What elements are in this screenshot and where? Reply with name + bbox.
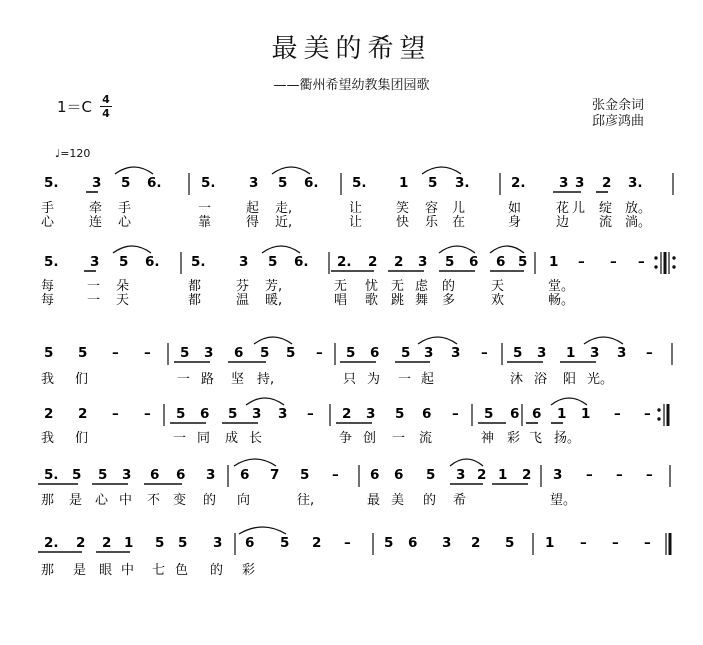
lyric-syllable: 无	[334, 279, 348, 294]
dash-note: –	[112, 406, 119, 422]
note-digit: 2	[312, 535, 322, 551]
note-digit: 5	[445, 254, 455, 270]
note-digit: 1	[399, 175, 409, 191]
note-digit: 5	[395, 406, 405, 422]
tie-slur	[234, 459, 276, 466]
note-digit: 1	[549, 254, 559, 270]
tie-slur	[551, 398, 587, 405]
lyric-syllable: 流	[599, 215, 613, 230]
lyric-syllable: 绽	[599, 201, 613, 216]
lyric-syllable: 得	[246, 215, 260, 230]
note-digit: 5	[300, 467, 310, 483]
note-digit: 3	[424, 345, 434, 361]
note-digit: 2	[602, 175, 612, 191]
note-digit: 6	[176, 467, 186, 483]
lyric-syllable: 让	[349, 215, 363, 230]
lyric-syllable: 我	[41, 372, 55, 387]
note-digit: 5	[346, 345, 356, 361]
note-digit: 5	[505, 535, 515, 551]
lyric-syllable: 那	[41, 493, 55, 508]
note-digit: 5	[78, 345, 88, 361]
note-digit: 1	[566, 345, 576, 361]
note-digit: 6	[200, 406, 210, 422]
lyric-syllable: 彩	[507, 431, 521, 446]
lyric-syllable: 变	[173, 493, 187, 508]
lyric-syllable: 一	[87, 279, 101, 294]
note-digit: 3	[553, 467, 563, 483]
note-digit: 3	[451, 345, 461, 361]
lyric-syllable: 不	[147, 493, 161, 508]
note-digit: 3	[456, 467, 466, 483]
note-digit: 5	[180, 345, 190, 361]
lyric-syllable: 是	[73, 563, 87, 578]
note-digit: 5.	[44, 254, 59, 270]
tie-slur	[584, 337, 623, 344]
note-digit: 5	[426, 467, 436, 483]
dash-note: –	[578, 254, 585, 270]
note-digit: 6	[370, 345, 380, 361]
lyric-syllable: 畅。	[548, 293, 575, 308]
dash-note: –	[614, 406, 621, 422]
note-digit: 2	[102, 535, 112, 551]
tie-slur	[262, 246, 300, 253]
note-digit: 2	[368, 254, 378, 270]
dash-note: –	[332, 467, 339, 483]
lyric-syllable: 中	[121, 563, 135, 578]
note-digit: 5	[286, 345, 296, 361]
note-digit: 3	[575, 175, 585, 191]
dash-note: –	[644, 406, 651, 422]
tie-slur	[239, 527, 286, 534]
lyric-syllable: 天	[491, 279, 505, 294]
lyric-syllable: 一	[173, 431, 187, 446]
note-digit: 1	[498, 467, 508, 483]
note-digit: 3	[559, 175, 569, 191]
note-digit: 5	[401, 345, 411, 361]
dash-note: –	[638, 254, 645, 270]
note-digit: 6	[469, 254, 479, 270]
note-digit: 2	[342, 406, 352, 422]
lyric-syllable: 们	[75, 431, 89, 446]
repeat-dot	[654, 256, 657, 259]
lyric-syllable: 色	[175, 563, 189, 578]
lyric-syllable: 沐	[510, 372, 524, 387]
note-digit: 5	[119, 254, 129, 270]
lyric-syllable: 朵	[116, 279, 130, 294]
lyric-syllable: 虑	[415, 279, 429, 294]
note-digit: 6.	[145, 254, 160, 270]
time-signature-top: 4	[102, 93, 110, 106]
lyric-syllable: 边	[556, 215, 570, 230]
tie-slur	[422, 167, 461, 174]
lyric-syllable: 一	[87, 293, 101, 308]
lyric-syllable: 的	[423, 493, 437, 508]
tie-slur	[418, 337, 457, 344]
lyric-syllable: 暖,	[265, 293, 283, 308]
repeat-dot	[657, 408, 660, 411]
note-digit: 6	[532, 406, 542, 422]
note-digit: 1	[124, 535, 134, 551]
lyric-syllable: 中	[119, 493, 133, 508]
lyric-syllable: 持,	[257, 372, 275, 387]
note-digit: 6	[496, 254, 506, 270]
song-title: 最美的希望	[271, 34, 432, 64]
lyric-syllable: 唱	[334, 293, 348, 308]
lyric-syllable: 一	[198, 201, 212, 216]
lyric-syllable: 手	[118, 201, 132, 216]
lyric-syllable: 路	[201, 372, 215, 387]
note-digit: 6.	[304, 175, 319, 191]
dash-note: –	[586, 467, 593, 483]
lyric-syllable: 美	[391, 493, 405, 508]
lyric-syllable: 望。	[550, 493, 577, 508]
note-digit: 6.	[294, 254, 309, 270]
note-digit: 2	[76, 535, 86, 551]
lyric-syllable: 让	[349, 201, 363, 216]
note-digit: 5	[518, 254, 528, 270]
note-digit: 3	[617, 345, 627, 361]
tie-slur	[439, 246, 475, 253]
note-digit: 5	[178, 535, 188, 551]
note-digit: 2	[477, 467, 487, 483]
lyric-syllable: 扬。	[554, 431, 581, 446]
note-digit: 5.	[44, 467, 59, 483]
lyric-syllable: 笑	[396, 201, 410, 216]
lyric-syllable: 都	[188, 293, 202, 308]
note-digit: 5.	[201, 175, 216, 191]
lyric-syllable: 牵	[89, 201, 103, 216]
note-digit: 3	[252, 406, 262, 422]
lyric-syllable: 创	[363, 431, 377, 446]
note-digit: 5	[484, 406, 494, 422]
lyric-syllable: 争	[339, 431, 353, 446]
note-digit: 5	[72, 467, 82, 483]
lyric-syllable: 那	[41, 563, 55, 578]
dash-note: –	[316, 345, 323, 361]
lyric-syllable: 近,	[275, 215, 293, 230]
lyric-syllable: 心	[95, 493, 109, 508]
lyric-syllable: 神	[481, 431, 495, 446]
lyric-syllable: 淌。	[625, 215, 652, 230]
lyric-syllable: 希	[453, 493, 467, 508]
lyric-syllable: 心	[41, 215, 55, 230]
lyric-syllable: 靠	[198, 215, 212, 230]
dash-note: –	[112, 345, 119, 361]
note-digit: 6	[150, 467, 160, 483]
note-digit: 5	[384, 535, 394, 551]
tie-slur	[490, 246, 524, 253]
note-digit: 5	[513, 345, 523, 361]
note-digit: 3	[90, 254, 100, 270]
lyric-syllable: 坚	[231, 372, 245, 387]
note-digit: 6.	[147, 175, 162, 191]
key-signature: 1＝C	[57, 98, 93, 116]
dash-note: –	[616, 467, 623, 483]
note-digit: 5.	[352, 175, 367, 191]
lyric-syllable: 在	[452, 215, 466, 230]
dash-note: –	[610, 254, 617, 270]
note-digit: 6	[234, 345, 244, 361]
lyric-syllable: 放。	[625, 201, 652, 216]
lyric-syllable: 忧	[365, 279, 379, 294]
dash-note: –	[144, 406, 151, 422]
lyric-syllable: 为	[367, 372, 381, 387]
lyric-syllable: 的	[442, 279, 456, 294]
note-digit: 6	[370, 467, 380, 483]
lyric-syllable: 快	[396, 215, 410, 230]
lyric-syllable: 们	[75, 372, 89, 387]
dash-note: –	[144, 345, 151, 361]
dash-note: –	[646, 345, 653, 361]
dash-note: –	[580, 535, 587, 551]
lyric-syllable: 无	[391, 279, 405, 294]
tie-slur	[450, 459, 483, 466]
lyric-syllable: 舞	[415, 293, 429, 308]
lyric-syllable: 如	[508, 201, 522, 216]
note-digit: 2.	[44, 535, 59, 551]
tie-slur	[254, 337, 292, 344]
dash-note: –	[344, 535, 351, 551]
dash-note: –	[452, 406, 459, 422]
lyric-syllable: 歌	[365, 293, 379, 308]
note-digit: 2	[44, 406, 54, 422]
tie-slur	[113, 246, 151, 253]
note-digit: 5	[278, 175, 288, 191]
lyric-syllable: 温	[236, 293, 250, 308]
dash-note: –	[307, 406, 314, 422]
lyric-syllable: 乐	[425, 215, 439, 230]
tie-slur	[272, 167, 310, 174]
note-digit: 6	[422, 406, 432, 422]
note-digit: 1	[545, 535, 555, 551]
lyric-syllable: 起	[246, 201, 260, 216]
note-digit: 2.	[337, 254, 352, 270]
note-digit: 2.	[511, 175, 526, 191]
lyric-syllable: 阳	[563, 372, 577, 387]
note-digit: 5	[260, 345, 270, 361]
lyric-syllable: 每	[41, 293, 55, 308]
dash-note: –	[612, 535, 619, 551]
lyricist-credit: 张金余词	[592, 98, 645, 113]
note-digit: 3	[278, 406, 288, 422]
note-digit: 3	[442, 535, 452, 551]
note-digit: 5	[268, 254, 278, 270]
lyric-syllable: 光。	[587, 372, 614, 387]
note-digit: 6	[394, 467, 404, 483]
note-digit: 3	[213, 535, 223, 551]
song-subtitle: ——衢州希望幼教集团园歌	[273, 78, 430, 93]
lyric-syllable: 堂。	[548, 279, 575, 294]
note-digit: 3	[590, 345, 600, 361]
lyric-syllable: 往,	[297, 493, 315, 508]
lyric-syllable: 我	[41, 431, 55, 446]
note-digit: 5.	[191, 254, 206, 270]
lyric-syllable: 身	[508, 215, 522, 230]
lyric-syllable: 走,	[275, 201, 293, 216]
lyric-syllable: 手	[41, 201, 55, 216]
note-digit: 1	[581, 406, 591, 422]
note-digit: 2	[78, 406, 88, 422]
lyric-syllable: 一	[398, 372, 412, 387]
lyric-syllable: 眼	[99, 563, 113, 578]
lyric-syllable: 一	[177, 372, 191, 387]
lyric-syllable: 容	[425, 201, 439, 216]
note-digit: 3.	[628, 175, 643, 191]
repeat-dot	[672, 265, 675, 268]
lyric-syllable: 欢	[491, 293, 505, 308]
note-digit: 2	[471, 535, 481, 551]
note-digit: 3	[122, 467, 132, 483]
repeat-dot	[672, 256, 675, 259]
note-digit: 7	[270, 467, 280, 483]
lyric-syllable: 芳,	[265, 279, 283, 294]
lyric-syllable: 最	[367, 493, 381, 508]
lyric-syllable: 起	[421, 372, 435, 387]
lyric-syllable: 每	[41, 279, 55, 294]
lyric-syllable: 一	[392, 431, 406, 446]
note-digit: 5	[280, 535, 290, 551]
dash-note: –	[481, 345, 488, 361]
lyric-syllable: 连	[89, 215, 103, 230]
note-digit: 6	[245, 535, 255, 551]
note-digit: 3.	[455, 175, 470, 191]
lyric-syllable: 彩	[242, 563, 256, 578]
lyric-syllable: 儿	[452, 201, 466, 216]
lyric-syllable: 浴	[534, 372, 548, 387]
time-signature-bottom: 4	[102, 107, 110, 120]
note-digit: 6	[240, 467, 250, 483]
lyric-syllable: 芬	[236, 279, 250, 294]
note-digit: 3	[249, 175, 259, 191]
repeat-dot	[654, 265, 657, 268]
note-digit: 3	[92, 175, 102, 191]
lyric-syllable: 的	[210, 563, 224, 578]
note-digit: 5	[121, 175, 131, 191]
lyric-syllable: 长	[249, 431, 263, 446]
note-digit: 2	[394, 254, 404, 270]
note-digit: 3	[204, 345, 214, 361]
lyric-syllable: 天	[116, 293, 130, 308]
dash-note: –	[644, 535, 651, 551]
note-digit: 5	[228, 406, 238, 422]
lyric-syllable: 同	[197, 431, 211, 446]
lyric-syllable: 成	[225, 431, 239, 446]
lyric-syllable: 七	[152, 563, 166, 578]
lyric-syllable: 心	[118, 215, 132, 230]
lyric-syllable: 向	[237, 493, 251, 508]
note-digit: 6	[510, 406, 520, 422]
note-digit: 3	[206, 467, 216, 483]
note-digit: 2	[522, 467, 532, 483]
note-digit: 3	[418, 254, 428, 270]
tempo-value: =120	[60, 147, 91, 160]
note-digit: 5.	[44, 175, 59, 191]
lyric-syllable: 飞	[529, 431, 543, 446]
note-digit: 5	[428, 175, 438, 191]
repeat-dot	[657, 417, 660, 420]
lyric-syllable: 只	[343, 372, 357, 387]
dash-note: –	[646, 467, 653, 483]
note-digit: 5	[44, 345, 54, 361]
note-digit: 5	[98, 467, 108, 483]
tie-slur	[246, 398, 284, 405]
lyric-syllable: 跳	[391, 293, 405, 308]
quarter-note-icon: ♩	[55, 147, 61, 160]
lyric-syllable: 流	[419, 431, 433, 446]
lyric-syllable: 多	[442, 293, 456, 308]
note-digit: 5	[176, 406, 186, 422]
composer-credit: 邱彦鸿曲	[592, 114, 645, 129]
note-digit: 1	[557, 406, 567, 422]
note-digit: 6	[408, 535, 418, 551]
note-digit: 3	[537, 345, 547, 361]
lyric-syllable: 的	[203, 493, 217, 508]
note-digit: 5	[155, 535, 165, 551]
lyric-syllable: 儿	[572, 201, 586, 216]
lyric-syllable: 花	[556, 201, 570, 216]
lyric-syllable: 是	[69, 493, 83, 508]
note-digit: 3	[366, 406, 376, 422]
note-digit: 3	[239, 254, 249, 270]
tie-slur	[115, 167, 153, 174]
lyric-syllable: 都	[188, 279, 202, 294]
